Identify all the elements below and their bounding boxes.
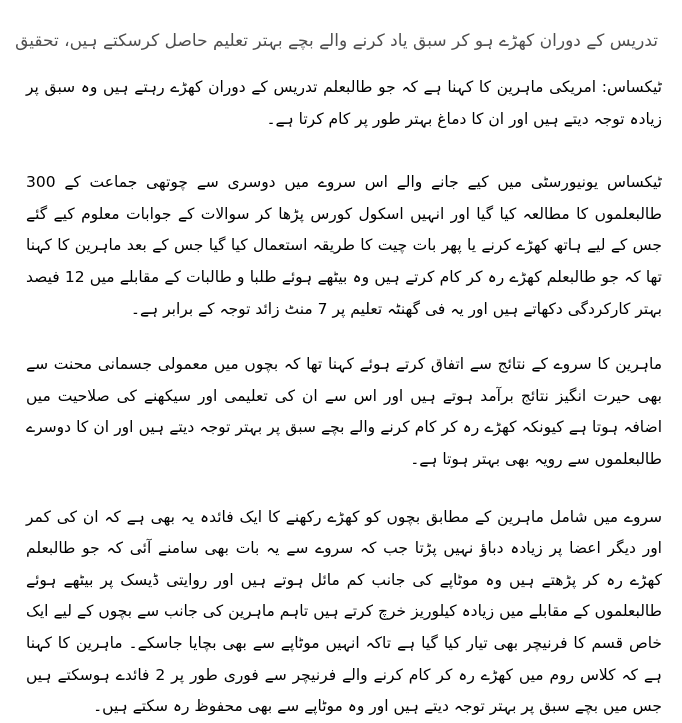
article-headline: تدریس کے دوران کھڑے ہو کر سبق یاد کرنے والے بچے بہتر تعلیم حاصل کرسکتے ہیں، تحقیق <box>15 31 658 51</box>
article-paragraph-2: ٹیکساس یونیورسٹی میں کیے جانے والے اس سروے میں دوسری سے چوتھی جماعت کے 300 طالبعلموں کا مطالعہ کیا گیا اور انہیں اسکول کورس پڑھا کر سوالات کے جوابات معلوم کیے گئے جس کے لیے ہاتھ کھڑے کرنے یا پھر بات چیت کا طریقہ استعمال کیا گیا جس کے بعد ماہرین کا کہنا تھا کہ جو طالبعلم کھڑے رہ کر کام کرتے ہیں وہ بیٹھے ہوئے طلبا و طالبات کے مقابلے میں 12 فیصد بہتر کارکردگی دکھاتے ہیں اور یہ فی گھنٹہ تعلیم پر 7 منٹ زائد توجہ کے برابر ہے۔ <box>26 173 662 318</box>
article-paragraph-4: سروے میں شامل ماہرین کے مطابق بچوں کو کھڑے رکھنے کا ایک فائدہ یہ بھی ہے کہ ان کی کمر اور دیگر اعضا پر زیادہ دباؤ نہیں پڑتا جب کہ سروے سے یہ بات بھی سامنے آئی کہ جو طالبعلم کھڑے رہ کر پڑھتے ہیں وہ موٹاپے کی جانب کم مائل ہوتے ہیں اور روایتی ڈیسک پر بیٹھے ہوئے طالبعلموں کے مقابلے میں زیادہ کیلوریز خرچ کرتے ہیں تاہم ماہرین کی جانب سے بچوں کے لیے ایک خاص قسم کا فرنیچر بھی تیار کیا گیا ہے تاکہ انہیں موٹاپے سے بھی بچایا جاسکے۔ ماہرین کا کہنا ہے کہ کلاس روم میں کھڑے رہ کر کام کرنے والے فرنیچر سے فوری طور پر 2 فائدے ہوسکتے ہیں جس میں بچے سبق پر بہتر توجہ دیتے ہیں اور وہ موٹاپے سے بھی محفوظ رہ سکتے ہیں۔ <box>26 507 662 716</box>
article-paragraph-3: ماہرین کا سروے کے نتائج سے اتفاق کرتے ہوئے کہنا تھا کہ بچوں میں معمولی جسمانی محنت سے بھی حیرت انگیز نتائج برآمد ہوتے ہیں اور اس سے ان کی تعلیمی اور سیکھنے کی صلاحیت میں اضافہ ہوتا ہے کیونکہ کھڑے رہ کر کام کرنے والے بچے سبق پر بہتر توجہ دیتے ہیں اور ان کا دوسرے طالبعلموں سے رویہ بھی بہتر ہوتا ہے۔ <box>26 355 662 468</box>
article-paragraph-1: ٹیکساس: امریکی ماہرین کا کہنا ہے کہ جو طالبعلم تدریس کے دوران کھڑے رہتے ہیں وہ سبق پر زیادہ توجہ دیتے ہیں اور ان کا دماغ بہتر طور پر کام کرتا ہے۔ <box>26 78 662 128</box>
